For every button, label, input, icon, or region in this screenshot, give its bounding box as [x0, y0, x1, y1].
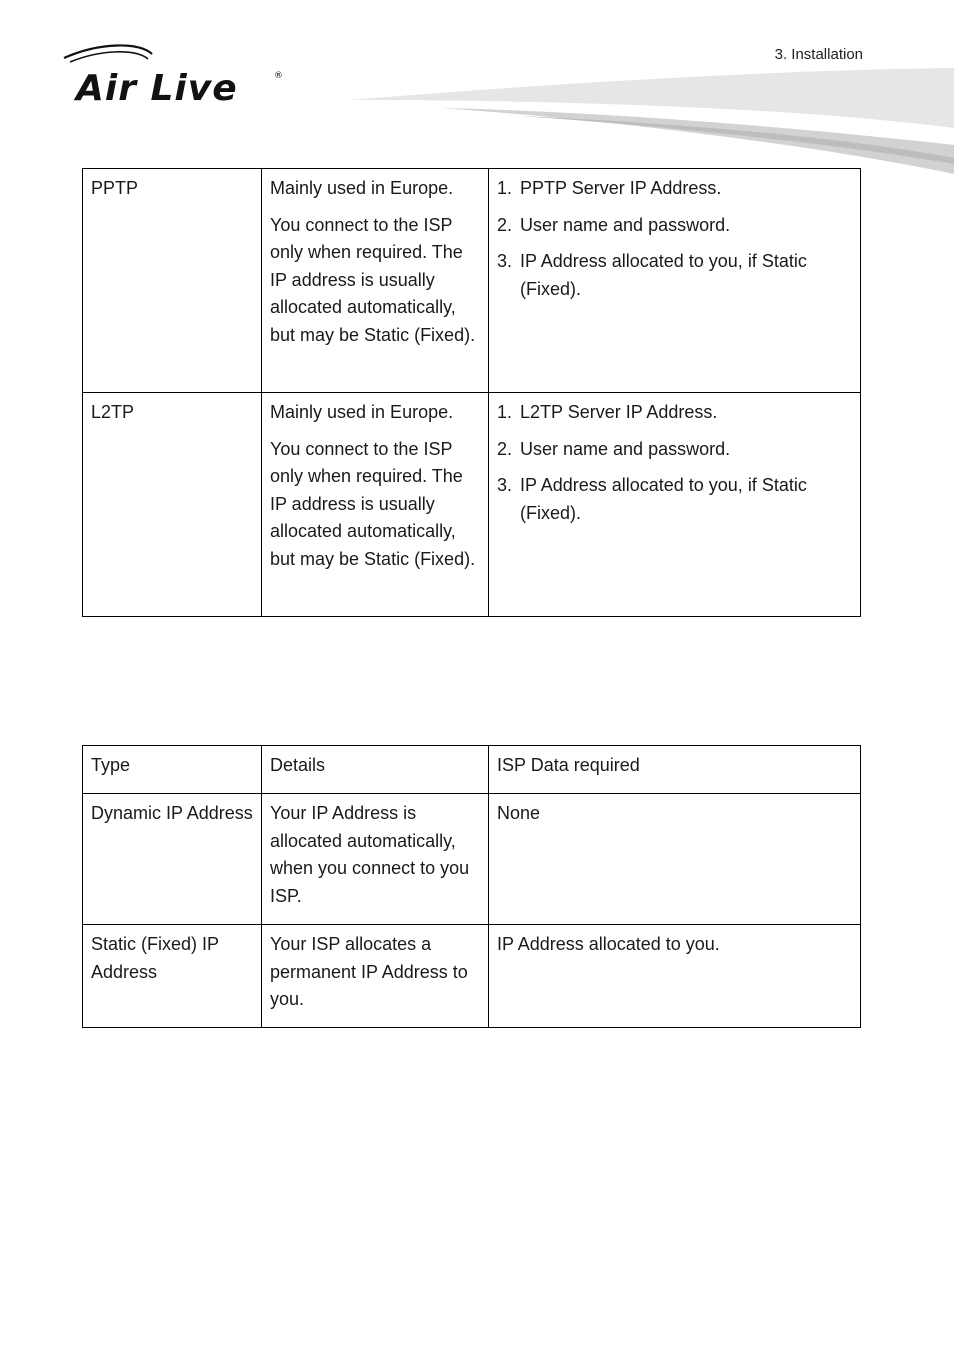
details-cell: Your ISP allocates a permanent IP Address to you.: [262, 925, 489, 1028]
table-row: [83, 925, 861, 1028]
details-paragraph: You connect to the ISP only when required. The IP address is usually allocated automatically, but may be Static (Fixed).: [270, 214, 476, 345]
isp-data-cell: None: [489, 794, 861, 925]
isp-data-cell: [489, 169, 861, 393]
isp-data-cell: IP Address allocated to you.: [489, 925, 861, 1028]
table-row: [83, 169, 861, 393]
table-header-row: [83, 746, 861, 794]
isp-data-cell: [489, 393, 861, 617]
airlive-logo: [60, 40, 290, 110]
details-paragraph: You connect to the ISP only when required. The IP address is usually allocated automatically, but may be Static (Fixed).: [270, 438, 476, 569]
connection-types-table-1: [82, 168, 861, 617]
list-item: 2. User name and password.: [497, 438, 731, 459]
details-cell: Your IP Address is allocated automatically, when you connect to you ISP.: [262, 794, 489, 925]
type-cell: L2TP: [83, 393, 262, 617]
type-cell: PPTP: [83, 169, 262, 393]
list-item: 3. IP Address allocated to you, if Static (Fixed).: [497, 251, 807, 299]
header-type: Type: [83, 746, 262, 794]
details-paragraph: Mainly used in Europe.: [270, 178, 454, 198]
isp-data-list: [497, 175, 852, 303]
table-row: [83, 794, 861, 925]
logo-arc-inner: [70, 52, 148, 62]
type-cell: Static (Fixed) IP Address: [83, 925, 262, 1028]
chapter-label: 3. Installation: [774, 46, 863, 63]
header-isp-data: ISP Data required: [489, 746, 861, 794]
type-cell: Dynamic IP Address: [83, 794, 262, 925]
logo-registered-mark: ®: [274, 71, 283, 81]
details-cell: [262, 169, 489, 393]
isp-data-list: [497, 399, 852, 527]
list-item: 3. IP Address allocated to you, if Static (Fixed).: [497, 475, 807, 523]
header-details: Details: [262, 746, 489, 794]
connection-types-table-2: [82, 745, 861, 1028]
list-item: 1. L2TP Server IP Address.: [497, 402, 718, 422]
details-cell: [262, 393, 489, 617]
details-paragraph: Mainly used in Europe.: [270, 402, 454, 422]
list-item: 2. User name and password.: [497, 214, 731, 235]
list-item: 1. PPTP Server IP Address.: [497, 178, 722, 198]
table-row: [83, 393, 861, 617]
logo-text: Air Live: [76, 68, 238, 109]
